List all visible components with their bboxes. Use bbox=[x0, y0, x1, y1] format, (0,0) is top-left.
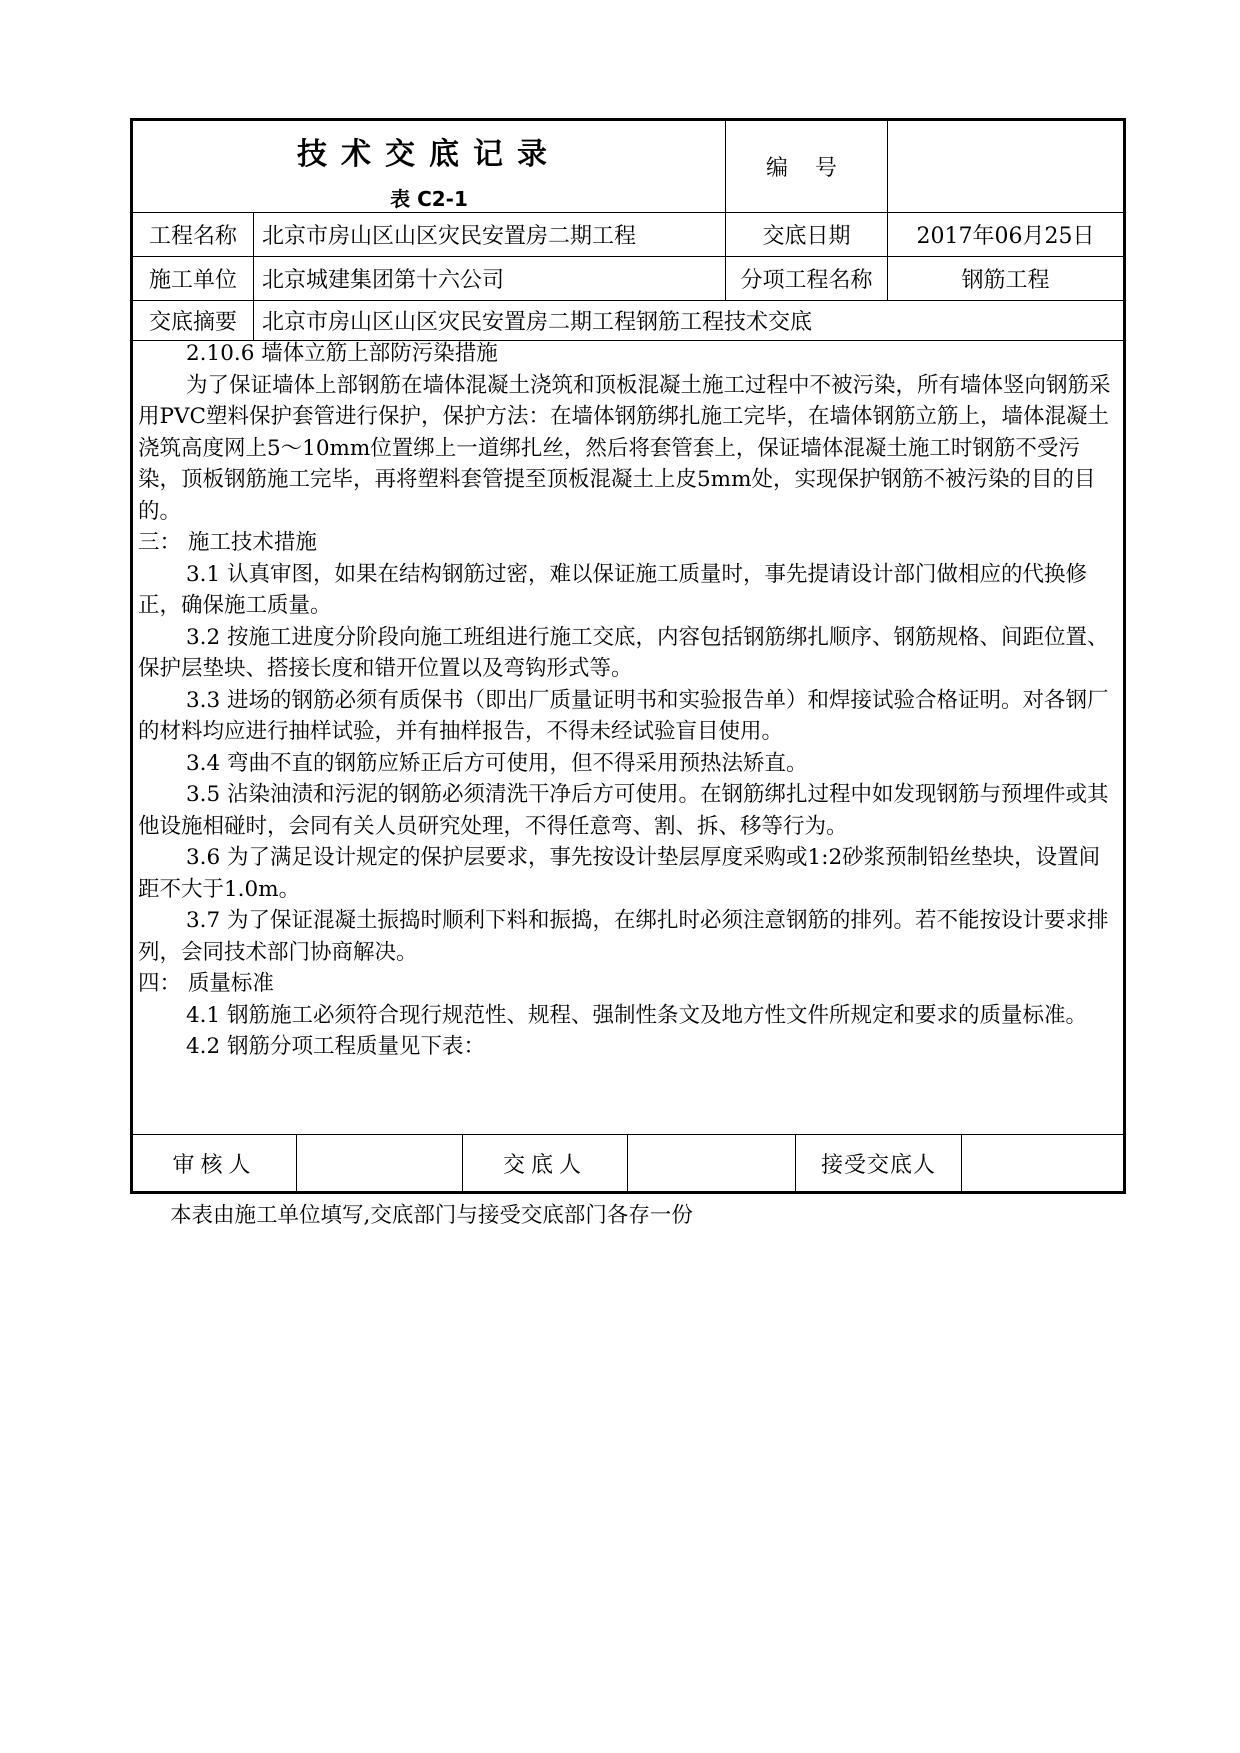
content-paragraph: 为了保证墙体上部钢筋在墙体混凝土浇筑和顶板混凝土施工过程中不被污染，所有墙体竖向钢筋采用PVC塑料保护套管进行保护，保护方法：在墙体钢筋绑扎施工完毕，在墙体钢筋立筋上，墙体混凝土浇筑高度网上5～10mm位置绑上一道绑扎丝，然后将套管套上，保证墙体混凝土施工时钢筋不受污染，顶板钢筋施工完毕，再将塑料套管提至顶板混凝土上皮5mm处，实现保护钢筋不被污染的目的目的。 bbox=[138, 372, 1111, 524]
unit-label-cell bbox=[133, 257, 254, 301]
content-paragraph: 3.6 为了满足设计规定的保护层要求，事先按设计垫层厚度采购或1:2砂浆预制铅丝垫块，设置间距不大于1.0m。 bbox=[138, 845, 1101, 902]
project-name: 北京市房山区山区灾民安置房二期工程 bbox=[262, 224, 637, 249]
content-paragraph: 3.5 沾染油渍和污泥的钢筋必须清洗干净后方可使用。在钢筋绑扎过程中如发现钢筋与预埋件或其他设施相碰时，会同有关人员研究处理，不得任意弯、割、拆、移等行为。 bbox=[138, 782, 1109, 839]
content-paragraph: 4.2 钢筋分项工程质量见下表： bbox=[186, 1034, 486, 1059]
subitem-label: 分项工程名称 bbox=[740, 268, 873, 293]
subitem-cell bbox=[888, 257, 1123, 301]
header-title-cell bbox=[133, 121, 726, 213]
unit-value: 北京城建集团第十六公司 bbox=[262, 268, 505, 293]
content-paragraph: 3.2 按施工进度分阶段向施工班组进行施工交底，内容包括钢筋绑扎顺序、钢筋规格、间距位置、保护层垫块、搭接长度和错开位置以及弯钩形式等。 bbox=[138, 624, 1109, 681]
date-label-cell bbox=[726, 213, 888, 257]
form-code: 表 C2-1 bbox=[390, 187, 468, 211]
subitem-value: 钢筋工程 bbox=[961, 268, 1050, 293]
project-name-label-cell bbox=[133, 213, 254, 257]
section-heading: 四： 质量标准 bbox=[138, 971, 274, 996]
content-paragraph: 3.3 进场的钢筋必须有质保书（即出厂质量证明书和实验报告单）和焊接试验合格证明。对各钢厂的材料均应进行抽样试验，并有抽样报告，不得未经试验盲目使用。 bbox=[138, 687, 1109, 744]
number-label-cell bbox=[726, 121, 888, 213]
summary-label: 交底摘要 bbox=[148, 310, 237, 335]
content-paragraph: 3.4 弯曲不直的钢筋应矫正后方可使用，但不得采用预热法矫直。 bbox=[186, 750, 808, 776]
summary-value: 北京市房山区山区灾民安置房二期工程钢筋工程技术交底 bbox=[262, 310, 813, 335]
reviewer-signature-field[interactable] bbox=[297, 1135, 462, 1191]
unit-label: 施工单位 bbox=[148, 268, 237, 293]
project-name-label: 工程名称 bbox=[148, 224, 237, 249]
unit-cell bbox=[254, 257, 726, 301]
subitem-label-cell bbox=[726, 257, 888, 301]
section-heading: 三： 施工技术措施 bbox=[138, 530, 317, 555]
date-label: 交底日期 bbox=[762, 224, 851, 249]
number-value-cell[interactable] bbox=[888, 121, 1123, 213]
number-label: 编 号 bbox=[766, 156, 847, 181]
content-paragraph: 3.7 为了保证混凝土振捣时顺利下料和振捣，在绑扎时必须注意钢筋的排列。若不能按设计要求排列，会同技术部门协商解决。 bbox=[138, 908, 1109, 965]
discloser-signature-field[interactable] bbox=[628, 1135, 795, 1191]
project-name-cell bbox=[254, 213, 726, 257]
date-value: 2017年06月25日 bbox=[916, 224, 1095, 249]
date-cell bbox=[888, 213, 1123, 257]
receiver-signature-field[interactable] bbox=[962, 1135, 1123, 1191]
form-footnote: 本表由施工单位填写,交底部门与接受交底部门各存一份 bbox=[170, 1203, 693, 1228]
content-paragraph: 3.1 认真审图，如果在结构钢筋过密，难以保证施工质量时，事先提请设计部门做相应的代换修正，确保施工质量。 bbox=[138, 561, 1088, 618]
summary-cell bbox=[254, 301, 1123, 341]
discloser-label: 交底人 bbox=[502, 1152, 587, 1178]
form-title: 技术交底记录 bbox=[297, 137, 561, 172]
content-paragraph: 4.1 钢筋施工必须符合现行规范性、规程、强制性条文及地方性文件所规定和要求的质量标准。 bbox=[186, 1002, 1088, 1028]
reviewer-label: 审核人 bbox=[172, 1152, 257, 1178]
receiver-label: 接受交底人 bbox=[820, 1152, 936, 1178]
content-paragraph: 2.10.6 墙体立筋上部防污染措施 bbox=[186, 341, 498, 366]
summary-label-cell bbox=[133, 301, 254, 341]
disclosure-content bbox=[138, 338, 1118, 1118]
